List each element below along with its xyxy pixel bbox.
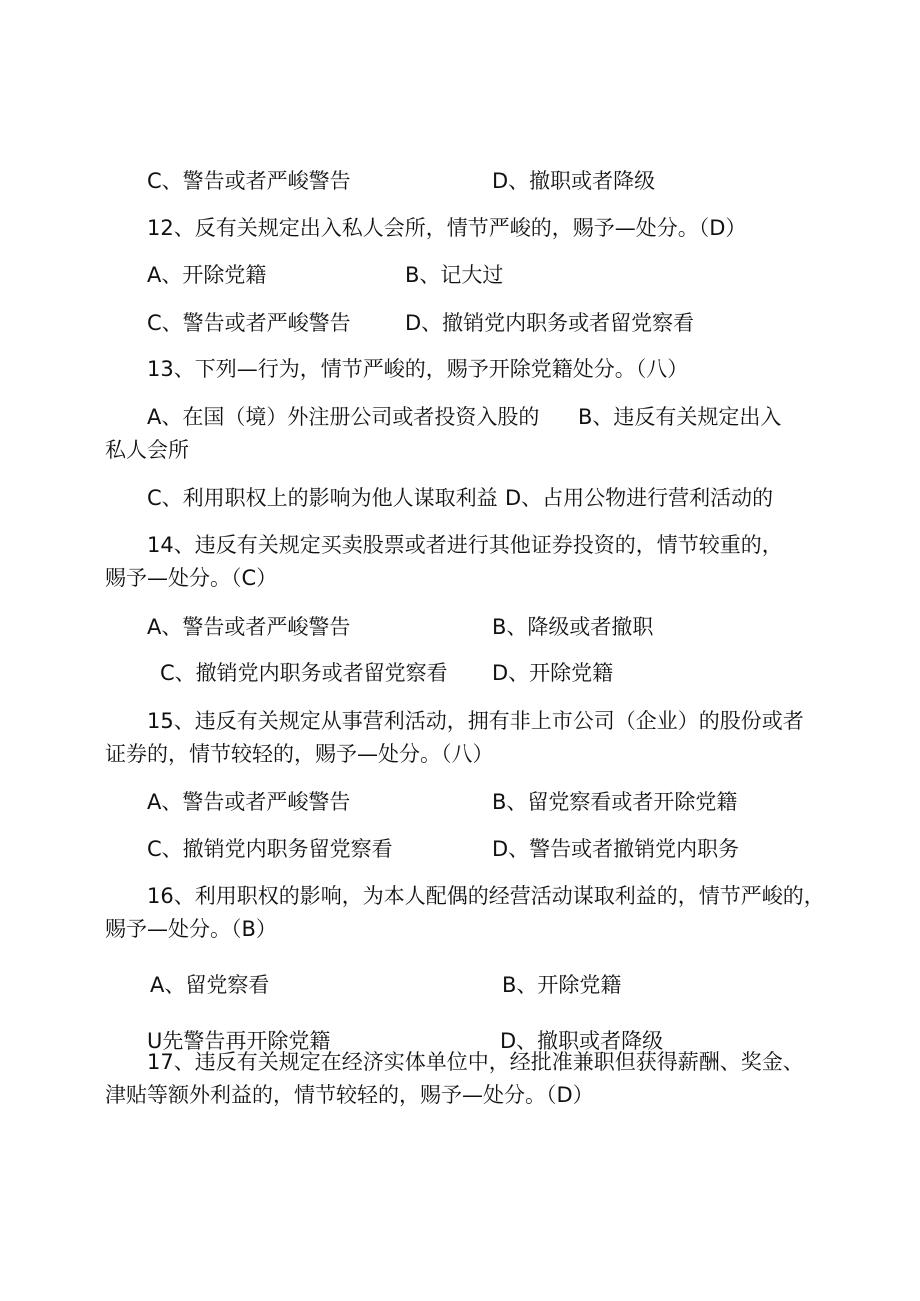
q15-stem-line1: 15、违反有关规定从事营利活动，拥有非上市公司（企业）的股份或者 [147, 709, 804, 733]
q15-stem-line2: 证券的，情节较轻的，赐予—处分。（八） [105, 742, 494, 766]
q13-option-a: A、在国（境）外注册公司或者投资入股的 [147, 405, 540, 429]
q17-stem-line1: 17、违反有关规定在经济实体单位中，经批准兼职但获得薪酬、奖金、 [147, 1050, 804, 1074]
q16-stem-line1: 16、利用职权的影响，为本人配偶的经营活动谋取利益的，情节严峻的， [147, 884, 825, 908]
q14-option-d: D、开除党籍 [492, 661, 614, 685]
q14-stem-line1: 14、违反有关规定买卖股票或者进行其他证券投资的，情节较重的， [147, 533, 783, 557]
q12-option-d: D、撤销党内职务或者留党察看 [405, 311, 695, 335]
q17-stem-line2: 津贴等额外利益的，情节较轻的，赐予—处分。（D） [105, 1083, 594, 1107]
q13-option-b: B、违反有关规定出入 [578, 405, 782, 429]
q12-option-c: C、警告或者严峻警告 [147, 311, 351, 335]
q14-option-b: B、降级或者撤职 [492, 615, 654, 639]
q16-option-d-cropped: D、撤职或者降级 [500, 1029, 664, 1053]
q15-option-a: A、警告或者严峻警告 [147, 790, 351, 814]
q16-option-a: A、留党察看 [150, 973, 270, 997]
q11-option-d: D、撤职或者降级 [492, 169, 656, 193]
q13-stem: 13、下列—行为，情节严峻的，赐予开除党籍处分。（八） [147, 357, 689, 381]
q16-stem-line2: 赐予—处分。（B） [105, 917, 277, 941]
q13-option-d: D、占用公物进行营利活动的 [505, 486, 774, 510]
q13-option-c: C、利用职权上的影响为他人谋取利益 [147, 486, 498, 510]
q14-option-a: A、警告或者严峻警告 [147, 615, 351, 639]
q15-option-c: C、撤销党内职务留党察看 [147, 837, 393, 861]
q15-option-b: B、留党察看或者开除党籍 [492, 790, 738, 814]
q12-stem: 12、反有关规定出入私人会所，情节严峻的，赐予—处分。（D） [147, 216, 747, 240]
cropped-line-strip [0, 1023, 920, 1053]
q12-option-b: B、记大过 [405, 263, 504, 287]
q15-option-d: D、警告或者撤销党内职务 [492, 837, 740, 861]
q14-option-c: C、撤销党内职务或者留党察看 [160, 661, 448, 685]
q12-option-a: A、开除党籍 [147, 263, 267, 287]
q11-option-c: C、警告或者严峻警告 [147, 169, 351, 193]
q16-option-b: B、开除党籍 [502, 973, 622, 997]
q16-option-c-cropped: U先警告再开除党籍 [147, 1029, 331, 1053]
q13-option-b-continued: 私人会所 [105, 438, 189, 462]
q14-stem-line2: 赐予—处分。（C） [105, 566, 278, 590]
